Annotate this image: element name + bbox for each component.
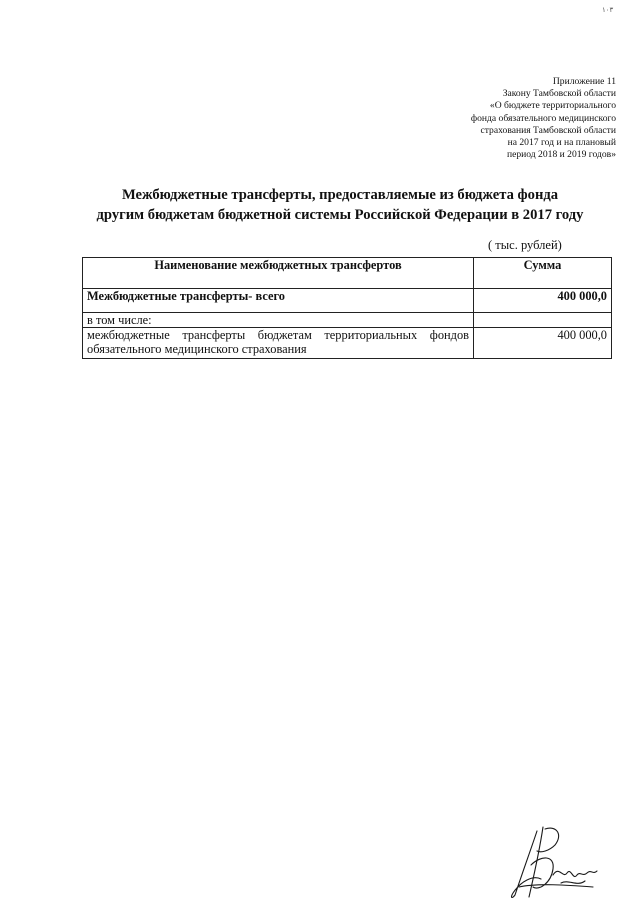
appendix-line: Приложение 11 xyxy=(552,76,616,87)
appendix-block xyxy=(336,76,616,161)
header-name: Наименование межбюджетных трансфертов xyxy=(83,258,474,289)
total-row xyxy=(83,289,612,313)
transfers-table xyxy=(82,257,612,359)
units-note: ( тыс. рублей) xyxy=(488,238,562,252)
including-label: в том числе: xyxy=(83,313,474,328)
total-name: Межбюджетные трансферты- всего xyxy=(83,289,474,313)
appendix-line: страхования Тамбовской области xyxy=(480,124,616,136)
handwritten-signature xyxy=(507,825,599,901)
appendix-line: фонда обязательного медицинского xyxy=(470,112,616,124)
header-amount: Сумма xyxy=(474,258,612,289)
document-title xyxy=(60,185,620,225)
appendix-line: период 2018 и 2019 годов» xyxy=(506,149,616,161)
appendix-line: «О бюджете территориального xyxy=(489,100,616,112)
item-name: межбюджетные трансферты бюджетам территориальных фондов обязательного медицинского страхования xyxy=(83,328,474,359)
scan-corner-mark: ۱۰۳ xyxy=(602,6,614,14)
title-line-1: Межбюджетные трансферты, предоставляемые из бюджета фонда xyxy=(121,187,559,203)
total-value: 400 000,0 xyxy=(474,289,612,313)
title-line-2: другим бюджетам бюджетной системы Российской Федерации в 2017 году xyxy=(96,207,584,223)
including-row xyxy=(83,313,612,328)
item-value: 400 000,0 xyxy=(474,328,612,359)
appendix-line: на 2017 год и на плановый xyxy=(507,137,616,149)
appendix-line: Закону Тамбовской области xyxy=(502,88,616,100)
including-empty-cell xyxy=(474,313,612,328)
table-row xyxy=(83,328,612,359)
table-header-row xyxy=(83,258,612,289)
